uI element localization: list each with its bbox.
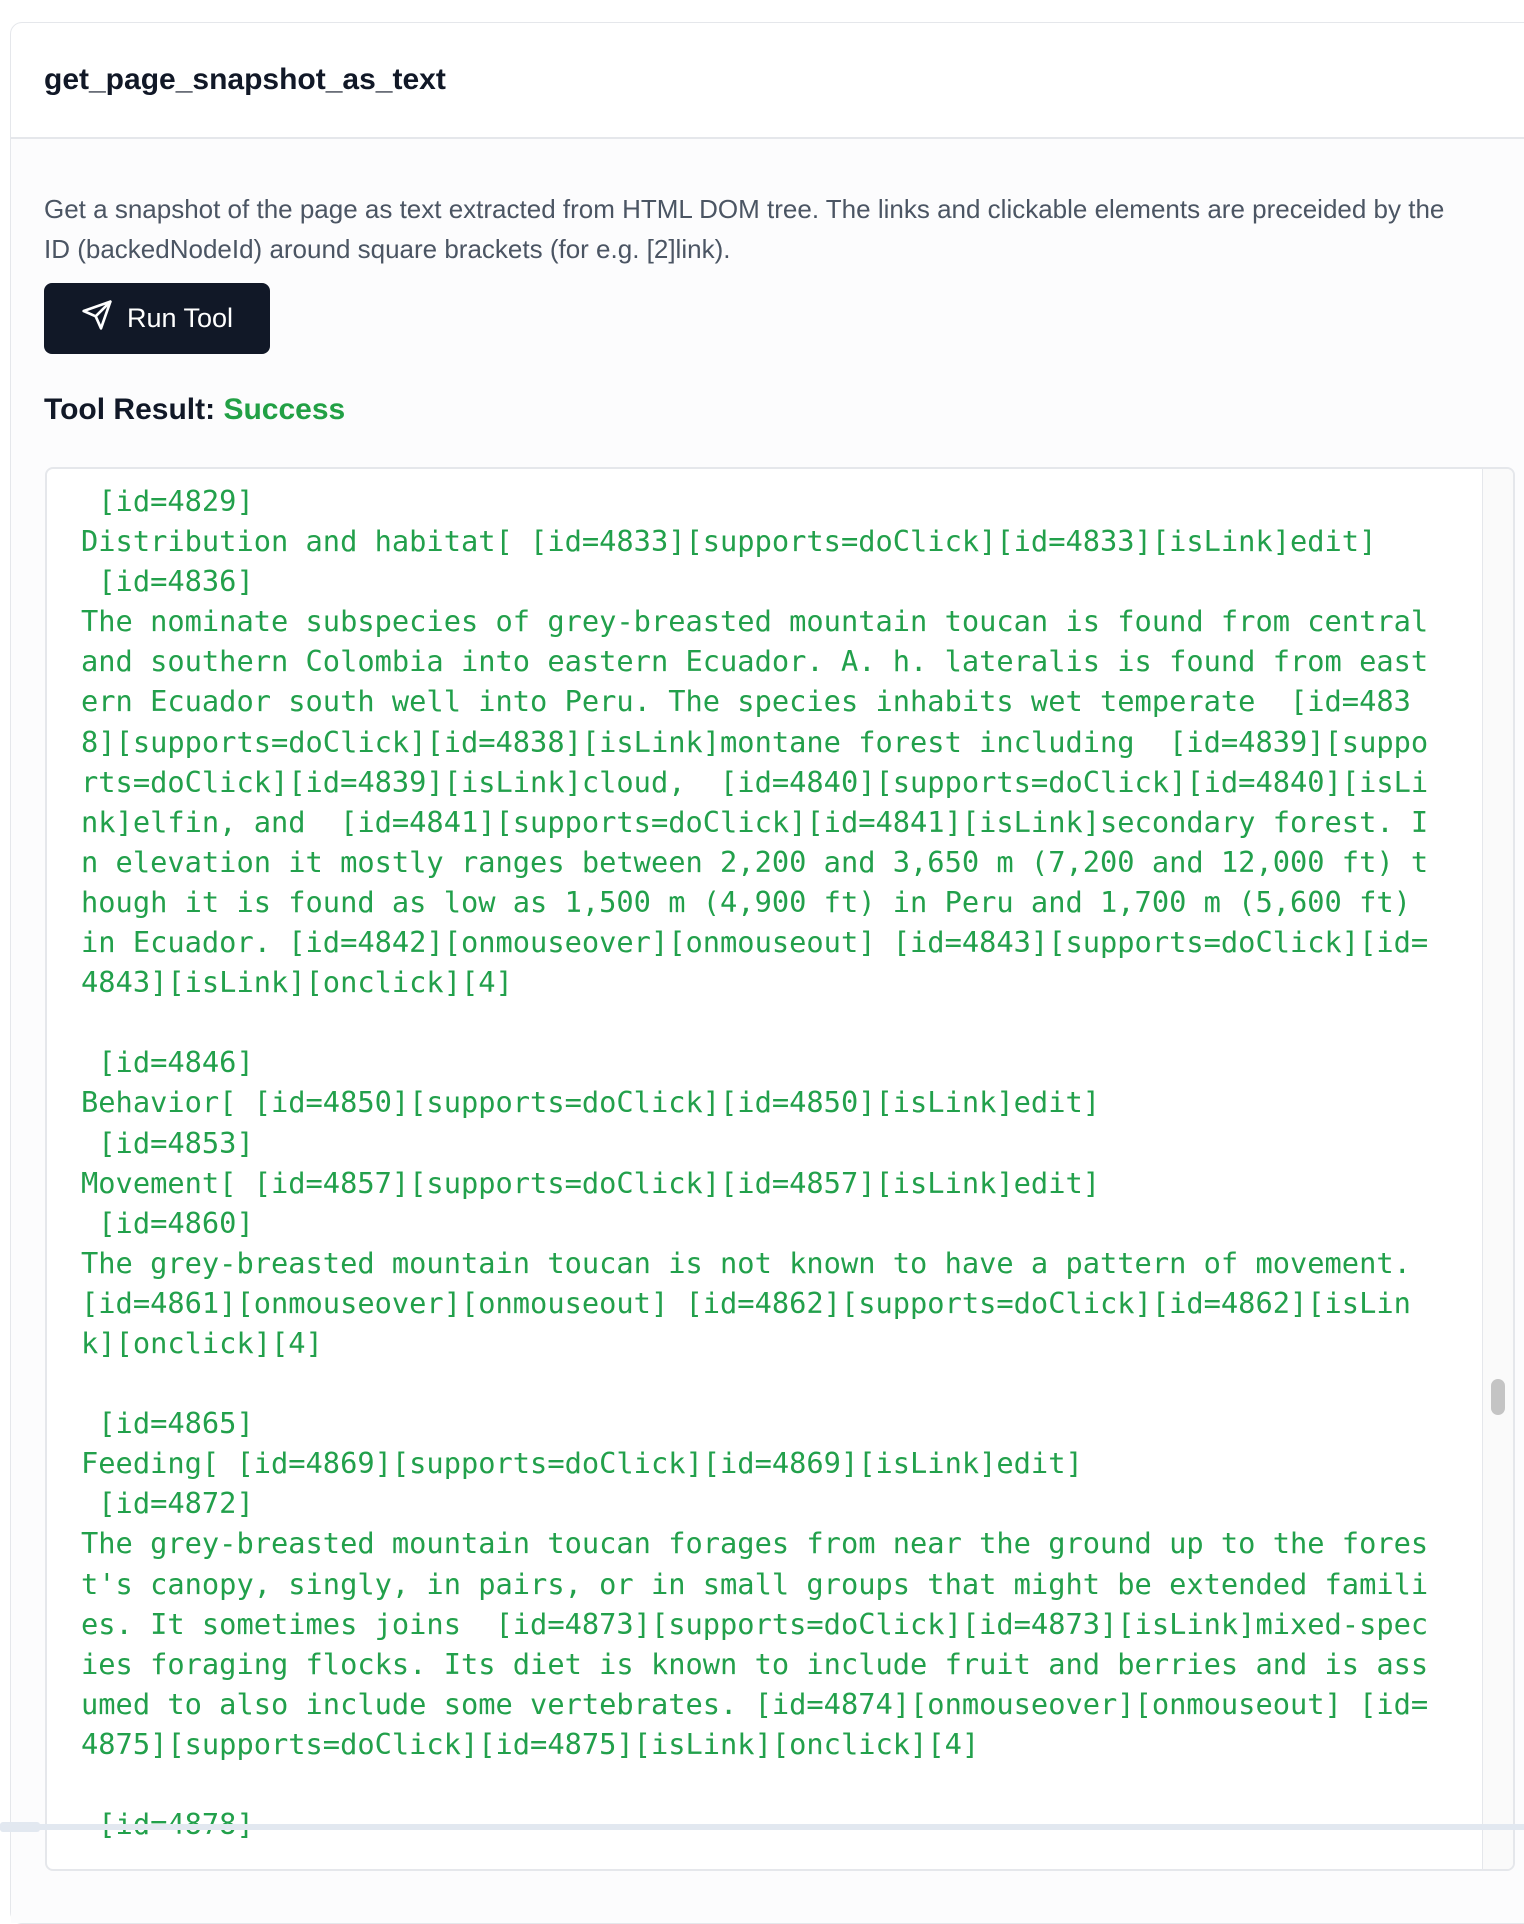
tool-title: get_page_snapshot_as_text (44, 63, 446, 96)
horizontal-scrollbar[interactable] (0, 1824, 1524, 1830)
scrollbar-thumb[interactable] (1491, 1379, 1505, 1415)
vertical-scrollbar[interactable] (1482, 469, 1513, 1869)
tool-output-box[interactable] (45, 467, 1515, 1871)
send-icon (81, 299, 113, 338)
tool-body (11, 139, 1524, 1923)
tool-header (11, 23, 1524, 139)
run-tool-button[interactable] (44, 283, 270, 354)
tool-card (10, 22, 1524, 1924)
tool-description: Get a snapshot of the page as text extracted from HTML DOM tree. The links and clickable elements are preceided by the ID (backedNodeId) around square brackets (for e.g. [2]link). (44, 194, 1445, 264)
tool-result-label: Tool Result: (44, 393, 216, 426)
run-tool-label: Run Tool (126, 303, 234, 333)
horizontal-scrollbar-thumb[interactable] (0, 1822, 40, 1832)
tool-result-status: Success (223, 393, 346, 426)
tool-result-heading (44, 393, 345, 427)
tool-output-text: [id=4829] Distribution and habitat[ [id=4833][supports=doClick][id=4833][isLink]edit] [id=4836] The nominate subspecies of grey-breasted mountain toucan is found from central and southern Colombia into eastern Ecuador. A. h. lateralis is found from east ern Ecuador south well into Peru. The species inhabits wet temperate [id=483 8][supports=doClick][id=4838][isLink]montane forest including [id=4839][suppo rts=doClick][id=4839][isLink]cloud, [id=4840][supports=doClick][id=4840][isLi nk]elfin, and [id=4841][supports=doClick][id=4841][isLink]secondary forest. I n elevation it mostly ranges between 2,200 and 3,650 m (7,200 and 12,000 ft) t hough it is found as low as 1,500 m (4,900 ft) in Peru and 1,700 m (5,600 ft) in Ecuador. [id=4842][onmouseover][onmouseout] [id=4843][supports=doClick][id= 4843][isLink][onclick][4] [id=4846] Behavior[ [id=4850][supports=doClick][id=4850][isLink]edit] [id=4853] Movement[ [id=4857][supports=doClick][id=4857][isLink]edit] [id=4860] The grey-breasted mountain toucan is not known to have a pattern of movement. [id=4861][onmouseover][onmouseout] [id=4862][supports=doClick][id=4862][isLin k][onclick][4] [id=4865] Feeding[ [id=4869][supports=doClick][id=4869][isLink]edit] [id=4872] The grey-breasted mountain toucan forages from near the ground up to the fores t's canopy, singly, in pairs, or in small groups that might be extended famili es. It sometimes joins [id=4873][supports=doClick][id=4873][isLink]mixed-spec ies foraging flocks. Its diet is known to include fruit and berries and is ass umed to also include some vertebrates. [id=4874][onmouseover][onmouseout] [id= 4875][supports=doClick][id=4875][isLink][onclick][4] (81, 484, 1429, 1761)
